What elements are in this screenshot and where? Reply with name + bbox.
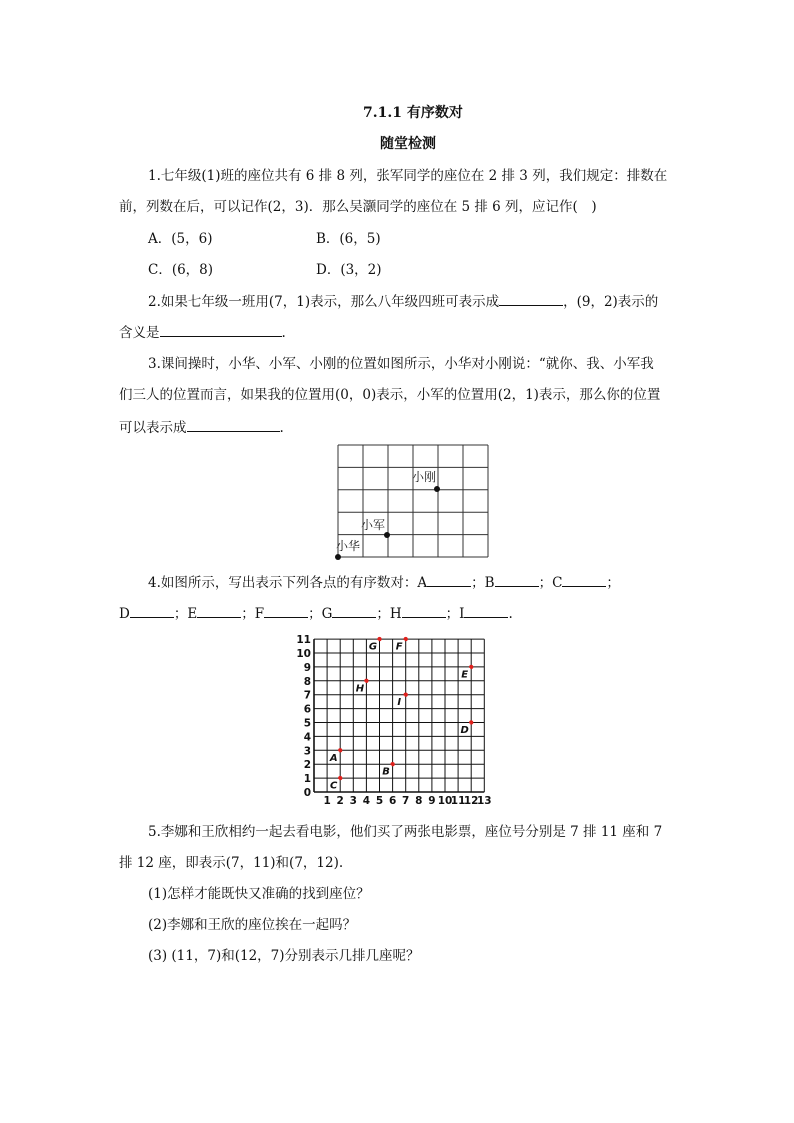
q4-intro: 4.如图所示，写出表示下列各点的有序数对： bbox=[148, 575, 418, 591]
q4-sep: ； bbox=[445, 606, 460, 622]
q4-label-d: D bbox=[119, 606, 130, 622]
q4-x-tick: 3 bbox=[349, 795, 357, 807]
q2-answer-blank-1[interactable] bbox=[499, 292, 563, 306]
q4-x-tick: 4 bbox=[362, 795, 371, 807]
q3-label-hua: 小华 bbox=[336, 539, 361, 553]
q4-y-tick: 5 bbox=[303, 717, 311, 730]
q5-line1: 5.李娜和王欣相约一起去看电影，他们买了两张电影票，座位号分别是 7 排 11 座和 7 bbox=[148, 824, 663, 840]
q2-line2 bbox=[119, 323, 286, 342]
q1-option-a: A．(5，6) bbox=[148, 231, 213, 247]
q4-sep: ； bbox=[376, 606, 390, 622]
q4-y-tick: 9 bbox=[303, 661, 311, 674]
q2-text-b: ，(9，2)表示的 bbox=[563, 294, 659, 310]
q3-position-grid bbox=[330, 440, 495, 565]
q3-line3 bbox=[119, 418, 284, 437]
q4-y-tick: 2 bbox=[303, 759, 311, 772]
q4-y-tick: 10 bbox=[296, 648, 311, 660]
q4-y-tick: 0 bbox=[303, 787, 311, 799]
q4-points bbox=[328, 637, 473, 792]
q5-line2: 排 12 座，即表示(7，11)和(7，12). bbox=[119, 855, 344, 871]
q3-label-gang: 小刚 bbox=[412, 470, 437, 484]
q3-point-jun bbox=[384, 532, 390, 538]
q3-text-b: . bbox=[279, 420, 284, 436]
q4-y-tick: 6 bbox=[303, 703, 311, 716]
q4-point-label-h: H bbox=[355, 683, 365, 695]
q4-y-tick: 7 bbox=[303, 689, 311, 702]
q4-point-label-b: B bbox=[382, 766, 390, 778]
q4-x-tick: 5 bbox=[375, 795, 384, 807]
q4-sep: ； bbox=[538, 575, 553, 591]
q4-y-tick: 4 bbox=[303, 731, 311, 744]
q4-label-h: H bbox=[389, 606, 402, 622]
q4-x-tick: 2 bbox=[336, 795, 344, 807]
q3-line1: 3.课间操时，小华、小军、小刚的位置如图所示，小华对小刚说：“就你、我、小军我 bbox=[148, 356, 654, 372]
q4-sep: ； bbox=[471, 575, 485, 591]
q4-sep: ； bbox=[173, 606, 188, 622]
q4-y-tick: 11 bbox=[296, 634, 311, 647]
q3-label-jun: 小军 bbox=[361, 518, 386, 532]
q2-text-d: . bbox=[281, 325, 286, 341]
q4-label-e: E bbox=[187, 606, 198, 622]
q4-blank-d[interactable] bbox=[130, 604, 174, 618]
q4-label-i: I bbox=[459, 606, 465, 622]
q3-point-hua bbox=[335, 554, 341, 560]
q4-blank-a[interactable] bbox=[427, 573, 471, 587]
q4-x-tick: 6 bbox=[388, 795, 397, 807]
q4-blank-h[interactable] bbox=[402, 604, 446, 618]
q4-y-tick: 1 bbox=[303, 773, 311, 786]
q4-point-label-c: C bbox=[330, 780, 338, 792]
q3-answer-blank[interactable] bbox=[187, 418, 280, 432]
q4-point-label-e: E bbox=[461, 669, 469, 681]
page-title: 7.1.1 有序数对 bbox=[363, 105, 463, 121]
q4-blank-e[interactable] bbox=[197, 604, 241, 618]
q2-text-c: 含义是 bbox=[119, 325, 160, 341]
q4-line2 bbox=[119, 604, 513, 623]
q4-blank-f[interactable] bbox=[264, 604, 308, 618]
q4-point-label-d: D bbox=[460, 725, 469, 736]
q4-point-label-i: I bbox=[397, 697, 402, 709]
q5-sub2: (2)李娜和王欣的座位挨在一起吗？ bbox=[148, 917, 357, 933]
q4-x-tick: 1 bbox=[323, 795, 331, 807]
q2-answer-blank-2[interactable] bbox=[160, 323, 282, 337]
q4-line1 bbox=[148, 573, 620, 592]
section-subtitle: 随堂检测 bbox=[380, 136, 436, 152]
q1-option-d: D．(3，2) bbox=[316, 262, 382, 278]
q4-end: . bbox=[508, 606, 513, 622]
q4-blank-b[interactable] bbox=[495, 573, 539, 587]
q4-blank-c[interactable] bbox=[562, 573, 606, 587]
q4-point-label-f: F bbox=[395, 641, 403, 653]
q4-label-c: C bbox=[552, 575, 563, 591]
q4-sep: ； bbox=[241, 606, 255, 622]
q4-grid-lines bbox=[314, 639, 484, 792]
q1-line2: 前，列数在后，可以记作(2，3)．那么吴灏同学的座位在 5 排 6 列，应记作( ) bbox=[119, 199, 597, 215]
q4-blank-g[interactable] bbox=[332, 604, 376, 618]
q1-line1: 1.七年级(1)班的座位共有 6 排 8 列，张军同学的座位在 2 排 3 列，我们规定：排数在 bbox=[148, 168, 668, 184]
q3-text-a: 可以表示成 bbox=[119, 420, 187, 436]
q4-label-a: A bbox=[417, 575, 428, 591]
q4-label-b: B bbox=[484, 575, 495, 591]
q4-label-f: F bbox=[254, 606, 265, 622]
q4-x-tick: 9 bbox=[428, 795, 436, 807]
q4-coordinate-grid bbox=[290, 628, 535, 810]
q4-point-label-g: G bbox=[368, 641, 378, 653]
q4-x-tick: 11 bbox=[450, 795, 466, 807]
q1-option-b: B．(6，5) bbox=[316, 231, 381, 247]
q3-line2: 们三人的位置而言，如果我的位置用(0，0)表示，小军的位置用(2，1)表示，那么你的位置 bbox=[119, 387, 661, 403]
q4-sep: ； bbox=[308, 606, 322, 622]
q3-grid-lines bbox=[338, 445, 488, 557]
q4-blank-i[interactable] bbox=[464, 604, 508, 618]
q4-x-tick: 7 bbox=[402, 795, 410, 807]
q4-x-tick: 8 bbox=[415, 795, 423, 807]
q4-tick-labels bbox=[296, 634, 491, 807]
q2-line1 bbox=[148, 292, 658, 311]
q1-option-c: C．(6，8) bbox=[148, 262, 214, 278]
q4-x-tick: 13 bbox=[476, 795, 492, 807]
q4-sep: ； bbox=[606, 575, 620, 591]
q4-x-tick: 10 bbox=[437, 795, 453, 807]
q5-sub3: (3) (11，7)和(12，7)分别表示几排几座呢？ bbox=[148, 948, 420, 964]
q3-point-gang bbox=[434, 486, 440, 492]
q4-x-tick: 12 bbox=[463, 795, 479, 807]
q4-point-label-a: A bbox=[329, 752, 338, 764]
q4-y-tick: 8 bbox=[303, 675, 311, 688]
q5-sub1: (1)怎样才能既快又准确的找到座位？ bbox=[148, 886, 370, 902]
q2-text-a: 2.如果七年级一班用(7，1)表示，那么八年级四班可表示成 bbox=[148, 294, 500, 310]
q4-label-g: G bbox=[321, 606, 333, 622]
q4-y-tick: 3 bbox=[303, 745, 311, 758]
